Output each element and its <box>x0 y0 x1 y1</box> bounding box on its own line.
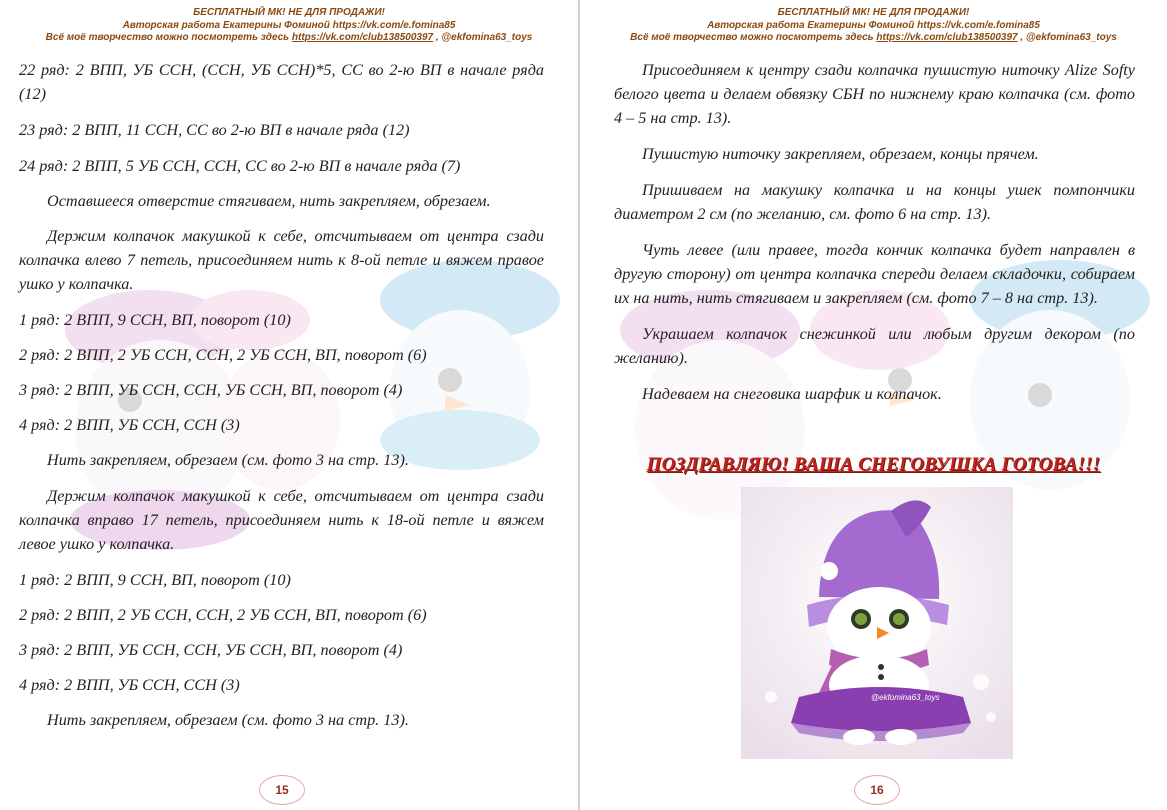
page-header <box>580 7 1167 45</box>
paragraph: Пушистую ниточку закрепляем, обрезаем, концы прячем. <box>642 145 1039 163</box>
page-number: 16 <box>854 775 900 805</box>
paragraph: 3 ряд: 2 ВПП, УБ ССН, ССН, УБ ССН, ВП, поворот (4) <box>19 641 403 659</box>
snowman-photo <box>741 487 1013 759</box>
vk-club-link[interactable]: https://vk.com/club138500397 <box>876 32 1018 43</box>
paragraph: 1 ряд: 2 ВПП, 9 ССН, ВП, поворот (10) <box>19 311 291 329</box>
paragraph: 4 ряд: 2 ВПП, УБ ССН, ССН (3) <box>19 416 240 434</box>
header-line-1: БЕСПЛАТНЫЙ МК! НЕ ДЛЯ ПРОДАЖИ! <box>193 7 385 18</box>
paragraph: 1 ряд: 2 ВПП, 9 ССН, ВП, поворот (10) <box>19 571 291 589</box>
snowman-illustration <box>741 487 1013 759</box>
header-line-3-suffix: , @ekfomina63_toys <box>1020 32 1117 43</box>
header-line-2: Авторская работа Екатерины Фоминой https://vk.com/e.fomina85 <box>707 19 1040 31</box>
left-page-body <box>19 58 544 744</box>
paragraph: 2 ряд: 2 ВПП, 2 УБ ССН, ССН, 2 УБ ССН, ВП, поворот (6) <box>19 606 427 624</box>
paragraph: Держим колпачок макушкой к себе, отсчитываем от центра сзади колпачка влево 7 петель, присоединяем нить к 8-ой петле и вяжем правое ушко у колпачка. <box>19 227 544 293</box>
paragraph: Нить закрепляем, обрезаем (см. фото 3 на стр. 13). <box>47 711 409 729</box>
header-line-1: БЕСПЛАТНЫЙ МК! НЕ ДЛЯ ПРОДАЖИ! <box>777 7 970 18</box>
left-page <box>0 0 578 810</box>
paragraph: 24 ряд: 2 ВПП, 5 УБ ССН, ССН, СС во 2-ю ВП в начале ряда (7) <box>19 157 461 175</box>
paragraph: Пришиваем на макушку колпачка и на концы ушек помпончики диаметром 2 см (по желанию, см. фото 6 на стр. 13). <box>614 181 1135 223</box>
page-header <box>0 7 578 45</box>
paragraph: 23 ряд: 2 ВПП, 11 ССН, СС во 2-ю ВП в начале ряда (12) <box>19 121 410 139</box>
paragraph: 4 ряд: 2 ВПП, УБ ССН, ССН (3) <box>19 676 240 694</box>
header-line-3-prefix: Всё моё творчество можно посмотреть здесь <box>45 32 290 43</box>
paragraph: Чуть левее (или правее, тогда кончик колпачка будет направлен в другую сторону) от центра колпачка спереди делаем складочки, собираем их на нить, нить стягиваем и закрепляем (см. фото 7 – 8 на стр. 13). <box>614 241 1135 307</box>
congrats-heading: ПОЗДРАВЛЯЮ! ВАША СНЕГОВУШКА ГОТОВА!!! <box>646 454 1101 475</box>
header-line-3-prefix: Всё моё творчество можно посмотреть здесь <box>630 32 874 43</box>
page-number: 15 <box>259 775 305 805</box>
header-line-2: Авторская работа Екатерины Фоминой https://vk.com/e.fomina85 <box>122 19 456 31</box>
paragraph: Надеваем на снеговика шарфик и колпачок. <box>642 385 942 403</box>
paragraph: Присоединяем к центру сзади колпачка пушистую ниточку Alize Softy белого цвета и делаем обвязку СБН по нижнему краю колпачка (см. фото 4 – 5 на стр. 13). <box>614 61 1135 127</box>
right-page-body <box>614 58 1135 418</box>
paragraph: 22 ряд: 2 ВПП, УБ ССН, (ССН, УБ ССН)*5, СС во 2-ю ВП в начале ряда (12) <box>19 61 544 103</box>
paragraph: Украшаем колпачок снежинкой или любым другим декором (по желанию). <box>614 325 1135 367</box>
paragraph: Нить закрепляем, обрезаем (см. фото 3 на стр. 13). <box>47 451 409 469</box>
header-line-3 <box>580 32 1167 45</box>
header-line-3-suffix: , @ekfomina63_toys <box>435 32 533 43</box>
right-page <box>580 0 1167 810</box>
paragraph: Держим колпачок макушкой к себе, отсчитываем от центра сзади колпачка вправо 17 петель, присоединяем нить к 18-ой петле и вяжем левое ушко у колпачка. <box>19 487 544 553</box>
vk-club-link[interactable]: https://vk.com/club138500397 <box>291 32 434 43</box>
paragraph: 3 ряд: 2 ВПП, УБ ССН, ССН, УБ ССН, ВП, поворот (4) <box>19 381 403 399</box>
photo-watermark-caption: @ekfomina63_toys <box>871 693 940 702</box>
header-line-3 <box>0 32 578 45</box>
paragraph: 2 ряд: 2 ВПП, 2 УБ ССН, ССН, 2 УБ ССН, ВП, поворот (6) <box>19 346 427 364</box>
paragraph: Оставшееся отверстие стягиваем, нить закрепляем, обрезаем. <box>47 192 491 210</box>
